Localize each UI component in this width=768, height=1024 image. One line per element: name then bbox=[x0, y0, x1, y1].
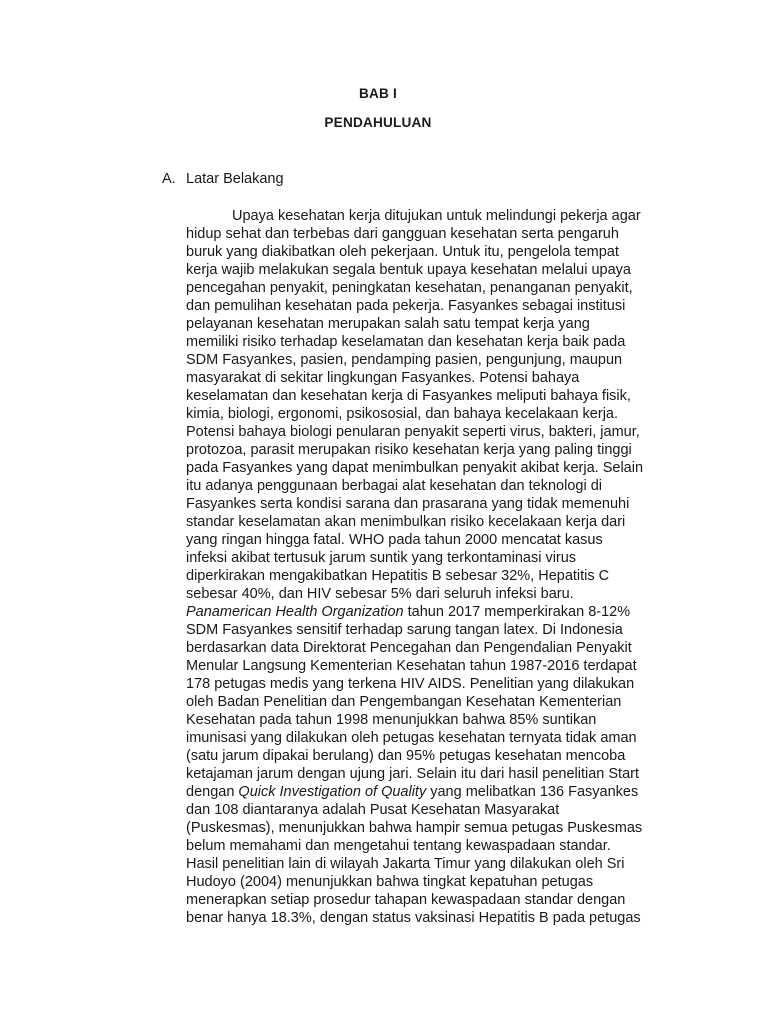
paragraph-line bbox=[186, 459, 672, 477]
text-run: masyarakat di sekitar lingkungan Fasyankes. Potensi bahaya bbox=[186, 370, 580, 386]
paragraph-line bbox=[186, 441, 672, 459]
paragraph-line bbox=[186, 693, 672, 711]
text-run: belum memahami dan mengetahui tentang kewaspadaan standar. bbox=[186, 838, 611, 854]
text-run: Kesehatan pada tahun 1998 menunjukkan bahwa 85% suntikan bbox=[186, 712, 597, 728]
text-run: Potensi bahaya biologi penularan penyakit seperti virus, bakteri, jamur, bbox=[186, 424, 640, 440]
text-run: (satu jarum dipakai berulang) dan 95% petugas kesehatan mencoba bbox=[186, 748, 626, 764]
paragraph-line bbox=[186, 477, 672, 495]
paragraph-line bbox=[186, 369, 672, 387]
text-run: infeksi akibat tertusuk jarum suntik yang terkontaminasi virus bbox=[186, 550, 577, 566]
text-run: (Puskesmas), menunjukkan bahwa hampir semua petugas Puskesmas bbox=[186, 820, 643, 836]
section-letter: A. bbox=[162, 171, 176, 187]
paragraph-line bbox=[186, 783, 672, 801]
paragraph-line bbox=[186, 711, 672, 729]
text-run: dan 108 diantaranya adalah Pusat Kesehatan Masyarakat bbox=[186, 802, 560, 818]
text-run: dengan bbox=[186, 784, 239, 800]
paragraph-line bbox=[186, 819, 672, 837]
text-run: yang melibatkan 136 Fasyankes bbox=[426, 784, 639, 800]
section-heading bbox=[162, 171, 284, 187]
paragraph-line bbox=[186, 747, 672, 765]
text-run: SDM Fasyankes, pasien, pendamping pasien, pengunjung, maupun bbox=[186, 352, 623, 368]
paragraph-line bbox=[186, 855, 672, 873]
text-run: standar keselamatan akan menimbulkan risiko kecelakaan kerja dari bbox=[186, 514, 626, 530]
text-run: kerja wajib melakukan segala bentuk upaya kesehatan melalui upaya bbox=[186, 262, 631, 278]
text-run: 178 petugas medis yang terkena HIV AIDS. Penelitian yang dilakukan bbox=[186, 676, 635, 692]
paragraph-line bbox=[186, 873, 672, 891]
italic-text: Quick Investigation of Quality bbox=[238, 784, 427, 800]
section-title: Latar Belakang bbox=[186, 171, 284, 187]
text-run: memiliki risiko terhadap keselamatan dan kesehatan kerja baik pada bbox=[186, 334, 626, 350]
paragraph-line bbox=[186, 675, 672, 693]
paragraph-line bbox=[186, 279, 672, 297]
paragraph-line bbox=[186, 495, 672, 513]
text-run: Hudoyo (2004) menunjukkan bahwa tingkat kepatuhan petugas bbox=[186, 874, 594, 890]
italic-text: Panamerican Health Organization bbox=[186, 604, 404, 620]
text-run: oleh Badan Penelitian dan Pengembangan Kesehatan Kementerian bbox=[186, 694, 622, 710]
paragraph-line bbox=[186, 351, 672, 369]
chapter-number: BAB I bbox=[358, 86, 397, 101]
text-run: dan pemulihan kesehatan pada pekerja. Fasyankes sebagai institusi bbox=[186, 298, 626, 314]
paragraph-line bbox=[186, 585, 672, 603]
paragraph-line bbox=[186, 315, 672, 333]
text-run: sebesar 40%, dan HIV sebesar 5% dari seluruh infeksi baru. bbox=[186, 586, 574, 602]
text-run: Hasil penelitian lain di wilayah Jakarta Timur yang dilakukan oleh Sri bbox=[186, 856, 625, 872]
text-run: kimia, biologi, ergonomi, psikososial, dan bahaya kecelakaan kerja. bbox=[186, 406, 619, 422]
text-run: SDM Fasyankes sensitif terhadap sarung tangan latex. Di Indonesia bbox=[186, 622, 623, 638]
text-run: yang ringan hingga fatal. WHO pada tahun 2000 mencatat kasus bbox=[186, 532, 603, 548]
text-run: diperkirakan mengakibatkan Hepatitis B sebesar 32%, Hepatitis C bbox=[186, 568, 610, 584]
text-run: Menular Langsung Kementerian Kesehatan tahun 1987-2016 terdapat bbox=[186, 658, 637, 674]
text-run: itu adanya penggunaan berbagai alat kesehatan dan teknologi di bbox=[186, 478, 603, 494]
paragraph-line bbox=[186, 639, 672, 657]
text-run: Upaya kesehatan kerja ditujukan untuk melindungi pekerja agar bbox=[232, 208, 641, 224]
paragraph-line bbox=[186, 837, 672, 855]
paragraph-line bbox=[186, 549, 672, 567]
paragraph-line bbox=[186, 513, 672, 531]
paragraph-line bbox=[186, 567, 672, 585]
paragraph-line bbox=[186, 423, 672, 441]
paragraph-line bbox=[186, 765, 672, 783]
paragraph-line bbox=[186, 801, 672, 819]
paragraph-line bbox=[186, 531, 672, 549]
paragraph-line bbox=[186, 603, 672, 621]
paragraph-line bbox=[186, 261, 672, 279]
text-run: menerapkan setiap prosedur tahapan kewaspadaan standar dengan bbox=[186, 892, 626, 908]
text-run: benar hanya 18.3%, dengan status vaksinasi Hepatitis B pada petugas bbox=[186, 910, 641, 926]
text-run: hidup sehat dan terbebas dari gangguan kesehatan serta pengaruh bbox=[186, 226, 619, 242]
text-run: pada Fasyankes yang dapat menimbulkan penyakit akibat kerja. Selain bbox=[186, 460, 644, 476]
text-run: berdasarkan data Direktorat Pencegahan dan Pengendalian Penyakit bbox=[186, 640, 632, 656]
text-run: Fasyankes serta kondisi sarana dan prasarana yang tidak memenuhi bbox=[186, 496, 630, 512]
text-run: tahun 2017 memperkirakan 8-12% bbox=[403, 604, 631, 620]
paragraph-line bbox=[186, 405, 672, 423]
chapter-title: PENDAHULUAN bbox=[324, 115, 432, 130]
paragraph-line bbox=[186, 225, 672, 243]
text-run: ketajaman jarum dengan ujung jari. Selain itu dari hasil penelitian Start bbox=[186, 766, 639, 782]
paragraph-line bbox=[186, 657, 672, 675]
paragraph-line bbox=[186, 387, 672, 405]
paragraph-line bbox=[186, 243, 672, 261]
paragraph-line bbox=[186, 333, 672, 351]
paragraph-line bbox=[186, 297, 672, 315]
text-run: pelayanan kesehatan merupakan salah satu tempat kerja yang bbox=[186, 316, 590, 332]
text-run: imunisasi yang dilakukan oleh petugas kesehatan ternyata tidak aman bbox=[186, 730, 637, 746]
paragraph-line bbox=[186, 621, 672, 639]
paragraph-line bbox=[186, 909, 672, 927]
paragraph-line bbox=[186, 891, 672, 909]
text-run: keselamatan dan kesehatan kerja di Fasyankes meliputi bahaya fisik, bbox=[186, 388, 631, 404]
paragraph-line bbox=[186, 729, 672, 747]
text-run: buruk yang diakibatkan oleh pekerjaan. Untuk itu, pengelola tempat bbox=[186, 244, 619, 260]
body-paragraph bbox=[186, 207, 672, 927]
paragraph-line bbox=[186, 207, 672, 225]
text-run: protozoa, parasit merupakan risiko kesehatan kerja yang paling tinggi bbox=[186, 442, 632, 458]
text-run: pencegahan penyakit, peningkatan kesehatan, penanganan penyakit, bbox=[186, 280, 633, 296]
